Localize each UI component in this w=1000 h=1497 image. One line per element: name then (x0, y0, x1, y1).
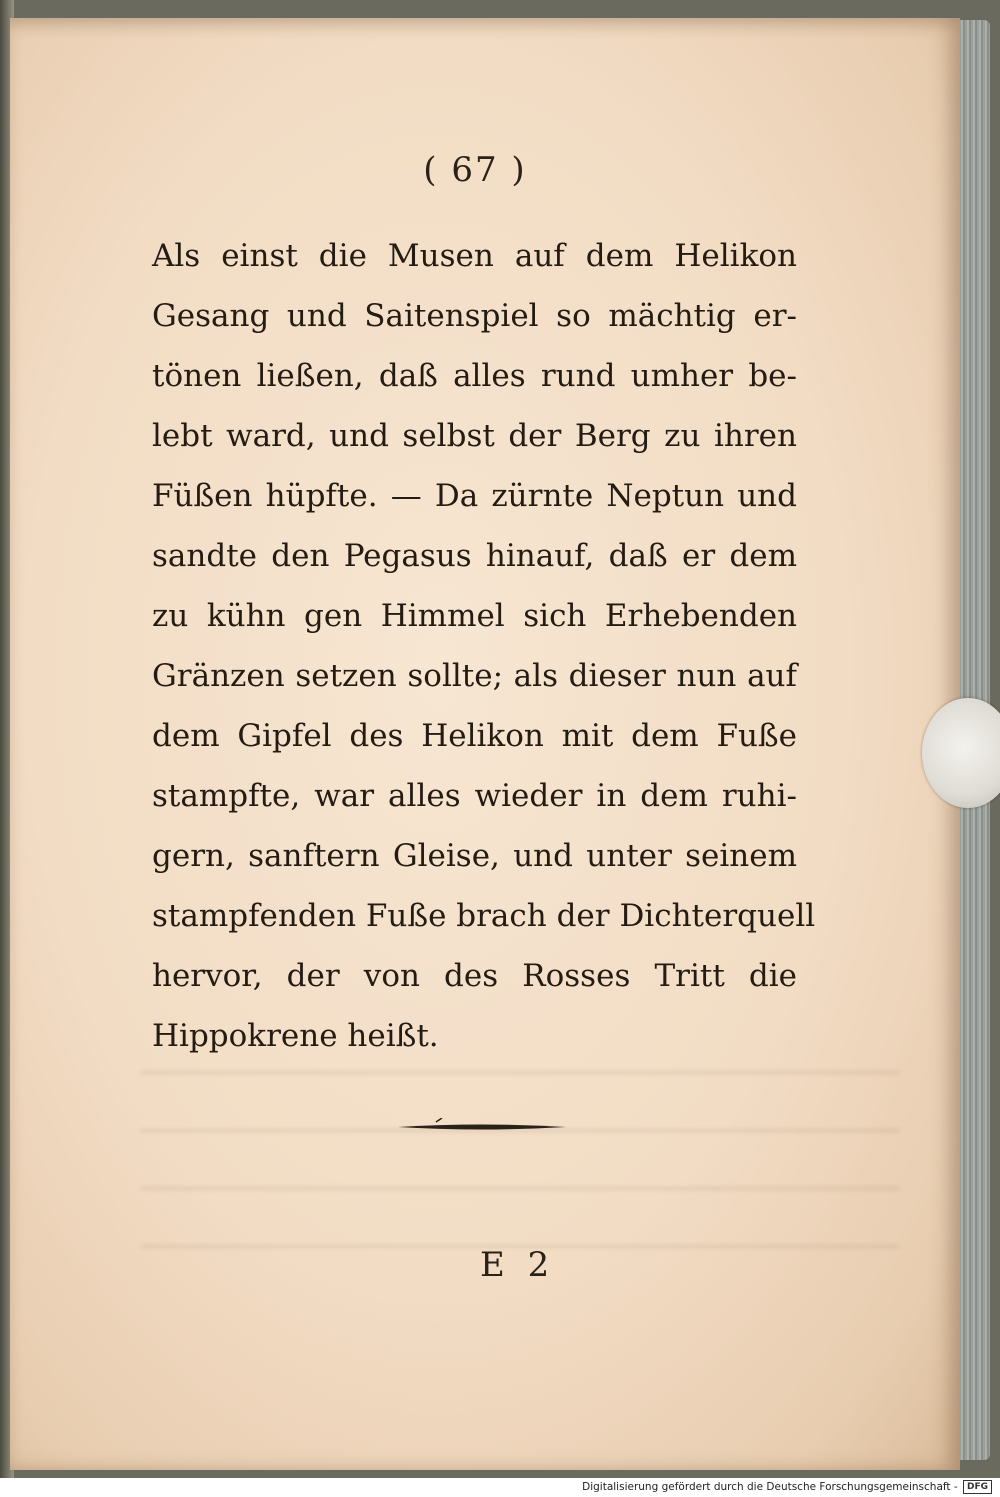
text-line: Gränzen setzen sollte; als dieser nun auf (152, 658, 797, 694)
text-line: gern, sanftern Gleise, und unter seinem (152, 838, 797, 874)
text-line: tönen ließen, daß alles rund umher be- (152, 358, 797, 394)
text-line: Als einst die Musen auf dem Helikon (152, 238, 797, 274)
text-line: stampfte, war alles wieder in dem ruhi- (152, 778, 797, 814)
text-line: hervor, der von des Rosses Tritt die (152, 958, 797, 994)
footer-credit (582, 1479, 992, 1496)
text-line: stampfenden Fuße brach der Dichterquell (152, 898, 816, 934)
text-line: sandte den Pegasus hinauf, daß er dem (152, 538, 797, 574)
text-line: Füßen hüpfte. — Da zürnte Neptun und (152, 478, 797, 514)
body-text (152, 226, 816, 1066)
ornament-rule (396, 1118, 568, 1136)
text-line: Gesang und Saitenspiel so mächtig er- (152, 298, 797, 334)
text-line: Hippokrene heißt. (152, 1018, 439, 1054)
signature-mark: E 2 (480, 1245, 556, 1285)
text-line: lebt ward, und selbst der Berg zu ihren (152, 418, 797, 454)
page-number: ( 67 ) (423, 150, 527, 190)
text-line: dem Gipfel des Helikon mit dem Fuße (152, 718, 797, 754)
dfg-logo: DFG (963, 1480, 992, 1494)
show-through-text (140, 1058, 900, 1248)
text-line: zu kühn gen Himmel sich Erhebenden (152, 598, 797, 634)
footer-credit-text: Digitalisierung gefördert durch die Deutsche Forschungsgemeinschaft - (582, 1481, 958, 1493)
